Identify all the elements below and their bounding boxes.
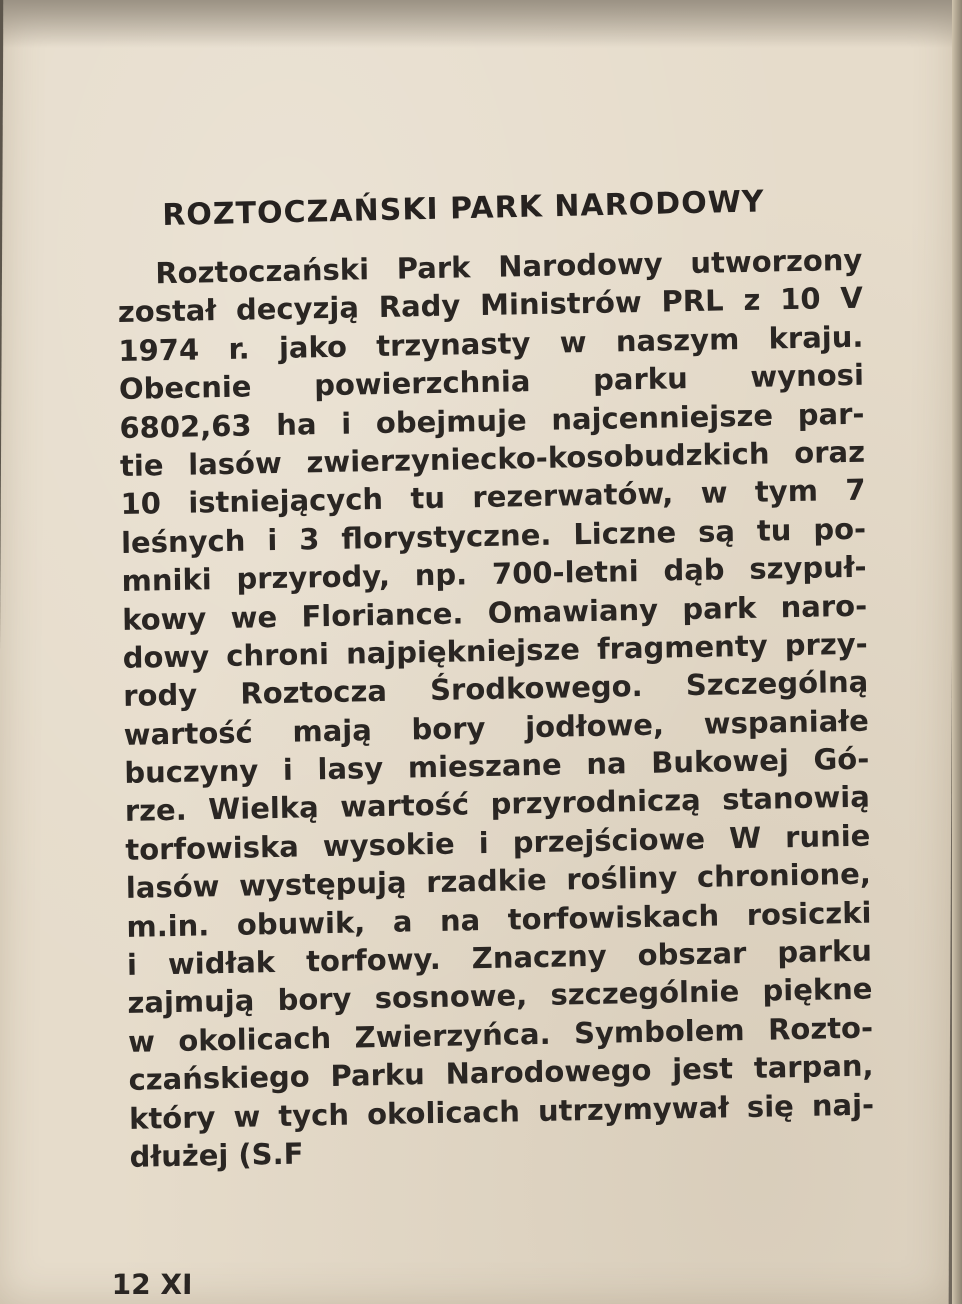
text-line: mniki przyrody, np. 700-letni dąb szypuł-: [121, 549, 867, 599]
text-line: lasów występują rzadkie rośliny chronione,: [125, 856, 872, 906]
text-line: zajmują bory sosnowe, szczególnie piękne: [127, 971, 873, 1021]
text-line: m.in. obuwik, a na torfowiskach rosiczki: [126, 895, 872, 944]
text-line: wartość mają bory jodłowe, wspaniałe: [123, 703, 869, 752]
text-line: został decyzją Rady Ministrów PRL z 10 V: [117, 281, 864, 330]
card-footer-number: 12 XI: [111, 1268, 193, 1301]
text-line: tie lasów zwierzyniecko-kosobudzkich oraz: [119, 434, 866, 483]
text-line: kowy we Floriance. Omawiany park naro-: [121, 588, 868, 637]
card-edge: [952, 0, 962, 1304]
text-line: rze. Wielką wartość przyrodniczą stanowią: [124, 780, 871, 829]
text-line: i widłak torfowy. Znaczny obszar parku: [126, 933, 873, 982]
text-line: rody Roztocza Środkowego. Szczególną: [123, 664, 869, 714]
text-line: dłużej (S.F: [129, 1136, 304, 1174]
text-line: leśnych i 3 florystyczne. Liczne są tu po-: [120, 511, 867, 560]
text-line: czańskiego Parku Narodowego jest tarpan,: [128, 1048, 874, 1098]
text-line: 10 istniejących tu rezerwatów, w tym 7: [120, 472, 866, 522]
text-line: który w tych okolicach utrzymywał się naj-: [128, 1087, 875, 1136]
text-line: Roztoczański Park Narodowy utworzony: [155, 242, 863, 291]
text-line: torfowiska wysokie i przejściowe W runie: [125, 818, 871, 867]
text-line: buczyny i lasy mieszane na Bukowej Gó-: [124, 741, 870, 790]
card-title: ROZTOCZAŃSKI PARK NARODOWY: [161, 184, 765, 233]
text-line: dowy chroni najpiękniejsze fragmenty przy-: [122, 626, 868, 675]
card-body-text: [117, 241, 875, 1177]
text-line: Obecnie powierzchnia parku wynosi: [118, 357, 865, 407]
text-line: 6802,63 ha i obejmuje najcenniejsze par-: [119, 396, 865, 445]
text-line: 1974 r. jako trzynasty w naszym kraju.: [118, 319, 864, 368]
text-line: w okolicach Zwierzyńca. Symbolem Rozto-: [127, 1010, 874, 1059]
